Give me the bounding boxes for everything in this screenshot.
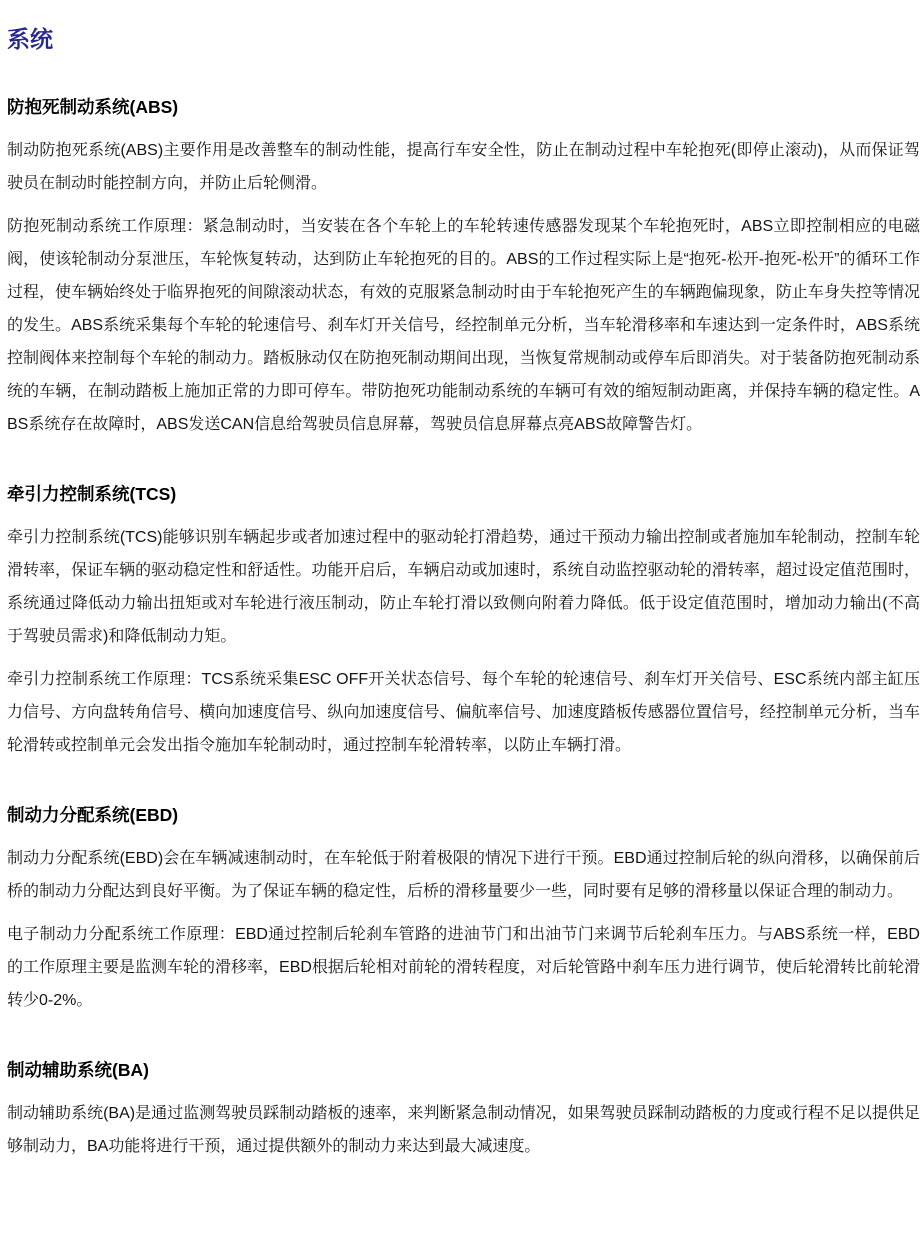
- paragraph-ebd-overview: 制动力分配系统(EBD)会在车辆减速制动时，在车轮低于附着极限的情况下进行干预。EBD通过控制后轮的纵向滑移，以确保前后桥的制动力分配达到良好平衡。为了保证车辆的稳定性，后桥的滑移量要少一些，同时要有足够的滑移量以保证合理的制动力。: [7, 850, 920, 900]
- paragraph-ebd-principle: 电子制动力分配系统工作原理：EBD通过控制后轮刹车管路的进油节门和出油节门来调节后轮刹车压力。与ABS系统一样，EBD的工作原理主要是监测车轮的滑移率，EBD根据后轮相对前轮的滑转程度，对后轮管路中刹车压力进行调节，使后轮滑转比前轮滑转少0-2%。: [7, 926, 920, 1009]
- paragraph-tcs-overview: 牵引力控制系统(TCS)能够识别车辆起步或者加速过程中的驱动轮打滑趋势，通过干预动力输出控制或者施加车轮制动，控制车轮滑转率，保证车辆的驱动稳定性和舒适性。功能开启后，车辆启动或加速时，系统自动监控驱动轮的滑转率，超过设定值范围时，系统通过降低动力输出扭矩或对车轮进行液压制动，防止车轮打滑以致侧向附着力降低。低于设定值范围时，增加动力输出(不高于驾驶员需求)和降低制动力矩。: [7, 529, 920, 645]
- section-ebd: [7, 802, 920, 1017]
- section-abs: [7, 94, 920, 441]
- paragraph-tcs-principle: 牵引力控制系统工作原理：TCS系统采集ESC OFF开关状态信号、每个车轮的轮速信号、刹车灯开关信号、ESC系统内部主缸压力信号、方向盘转角信号、横向加速度信号、纵向加速度信号、偏航率信号、加速度踏板传感器位置信号，经控制单元分析，当车轮滑转或控制单元会发出指令施加车轮制动时，通过控制车轮滑转率，以防止车辆打滑。: [7, 671, 920, 754]
- section-heading-tcs: 牵引力控制系统(TCS): [7, 484, 177, 504]
- section-heading-ba: 制动辅助系统(BA): [7, 1060, 149, 1080]
- paragraph-ba-overview: 制动辅助系统(BA)是通过监测驾驶员踩制动踏板的速率，来判断紧急制动情况，如果驾驶员踩制动踏板的力度或行程不足以提供足够制动力，BA功能将进行干预，通过提供额外的制动力来达到最大减速度。: [7, 1105, 920, 1155]
- section-heading-ebd: 制动力分配系统(EBD): [7, 805, 179, 825]
- section-ba: [7, 1057, 920, 1163]
- paragraph-abs-overview: 制动防抱死系统(ABS)主要作用是改善整车的制动性能，提高行车安全性，防止在制动过程中车轮抱死(即停止滚动)，从而保证驾驶员在制动时能控制方向，并防止后轮侧滑。: [7, 142, 920, 192]
- section-tcs: [7, 481, 920, 762]
- page-title: 系统: [7, 26, 53, 52]
- paragraph-abs-principle: 防抱死制动系统工作原理：紧急制动时，当安装在各个车轮上的车轮转速传感器发现某个车轮抱死时，ABS立即控制相应的电磁阀，使该轮制动分泵泄压，车轮恢复转动，达到防止车轮抱死的目的。ABS的工作过程实际上是“抱死-松开-抱死-松开”的循环工作过程，使车辆始终处于临界抱死的间隙滚动状态，有效的克服紧急制动时由于车轮抱死产生的车辆跑偏现象，防止车身失控等情况的发生。ABS系统采集每个车轮的轮速信号、刹车灯开关信号，经控制单元分析，当车轮滑移率和车速达到一定条件时，ABS系统控制阀体来控制每个车轮的制动力。踏板脉动仅在防抱死制动期间出现，当恢复常规制动或停车后即消失。对于装备防抱死制动系统的车辆，在制动踏板上施加正常的力即可停车。带防抱死功能制动系统的车辆可有效的缩短制动距离，并保持车辆的稳定性。ABS系统存在故障时，ABS发送CAN信息给驾驶员信息屏幕，驾驶员信息屏幕点亮ABS故障警告灯。: [7, 218, 920, 433]
- section-heading-abs: 防抱死制动系统(ABS): [7, 97, 179, 117]
